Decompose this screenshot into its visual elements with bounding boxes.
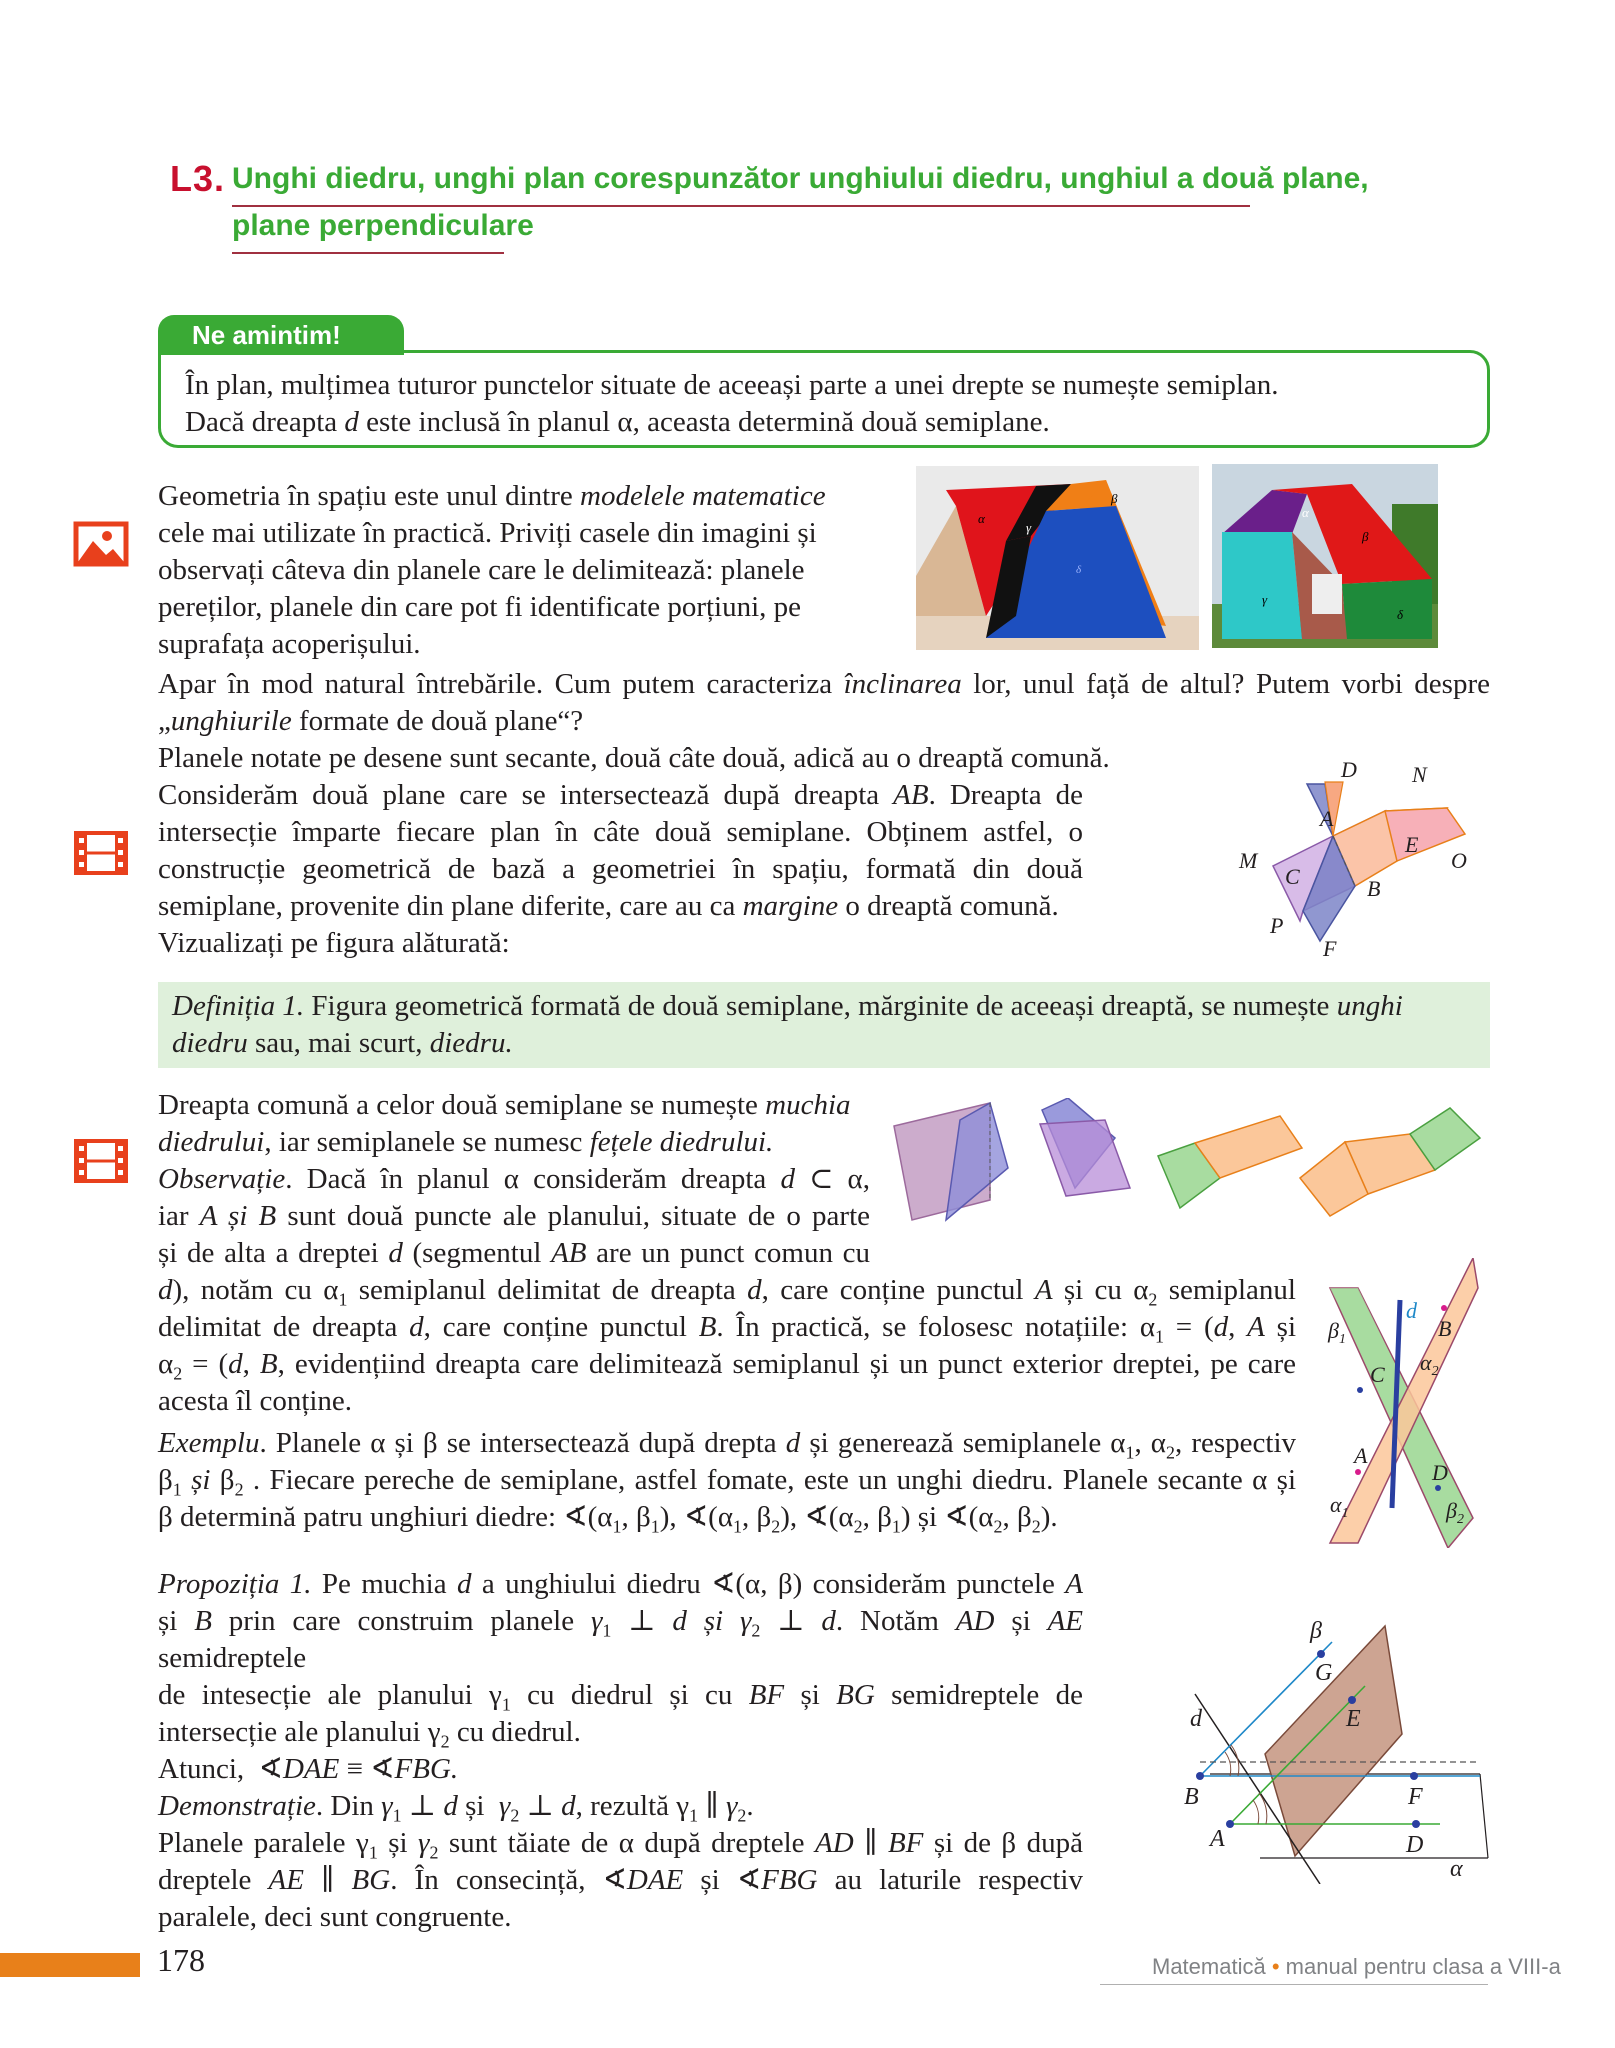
label-alpha: α: [978, 511, 985, 526]
point-label-G: G: [1315, 1660, 1333, 1686]
house-photo-1: [916, 466, 1199, 650]
point-label-C: C: [1285, 864, 1300, 889]
label-alpha2: $\alpha_2$: [1420, 1350, 1439, 1379]
label-delta: δ: [1076, 564, 1082, 576]
point-label-B: B: [1184, 1784, 1199, 1810]
label-alpha1: $\alpha_1$: [1330, 1492, 1349, 1521]
crossing-planes-figure: [1318, 1258, 1490, 1548]
film-icon: [73, 830, 129, 876]
point-label-F: F: [1408, 1784, 1423, 1810]
label-beta: β: [1310, 1618, 1322, 1644]
definition-text: Definiția 1. Figura geometrică formată de două semiplane, mărginite de aceeași dreaptă, se numește unghi diedru sau, mai scurt, diedru.: [172, 990, 1403, 1059]
lesson-title-line2: plane perpendiculare: [232, 209, 534, 242]
point-label-N: N: [1412, 762, 1427, 787]
label-gamma: γ: [1026, 520, 1032, 535]
proposition-paragraph: Propoziția 1. Pe muchia d a unghiului diedru ∢(α, β) considerăm punctele A și B prin care construim planele $\gamma_1$ ⊥ d și $\gamma_2$ ⊥ d. Notăm AD și AE semidreptele de intesecție ale planului $\gamma_1$ cu diedrul și cu BF și BG semidreptele de intersecție ale planului $\gamma_2$ cu diedrul. Atunci, ∢DAE ≡ ∢FBG. Demonstrație. Din $\gamma_1$ ⊥ d și $\gamma_2$ ⊥ d, rezultă $\gamma_1$ ∥ $\gamma_2$. Planele paralele $\gamma_1$ și $\gamma_2$ sunt tăiate de α după dreptele AD ∥ BF și de β după dreptele AE ∥ BG. În consecință, ∢DAE și ∢FBG au laturile respectiv paralele, deci sunt congruente.: [158, 1568, 1084, 1933]
notation-paragraph: d), notăm cu $\alpha_1$ semiplanul delimitat de dreapta d, care conține punctul A și cu $\alpha_2$ semiplanul delimitat de dreapta d, care conține punctul B. În practică, se folosesc notațiile: $\alpha_1 = (d$, A și $\alpha_2 = (d$, B, evidențiind dreapta care delimitează semiplanul și un punct exterior dreptei, pe care acesta îl conține.: [158, 1274, 1297, 1417]
label-beta1: $\beta_1$: [1328, 1318, 1346, 1347]
label-delta: δ: [1397, 607, 1404, 622]
title-underline: [232, 252, 504, 254]
image-icon: [73, 521, 129, 567]
dihedral-examples-figure: [890, 1098, 1490, 1226]
point-label-C: C: [1370, 1362, 1385, 1387]
film-icon: [73, 1138, 129, 1184]
point-label-B: B: [1367, 876, 1381, 901]
point-label-D: D: [1341, 757, 1357, 782]
point-label-F: F: [1323, 936, 1337, 961]
dihedral-example-2: [1035, 1098, 1130, 1196]
label-beta2: $\beta_2$: [1446, 1498, 1464, 1527]
title-underline: [232, 205, 1250, 207]
consider-paragraph: Considerăm două plane care se intersectează după dreapta AB. Dreapta de intersecție împarte fiecare plan în câte două semiplane. Obținem astfel, o construcție geometrică de bază a geometriei în spațiu, formată din două semiplane, provenite din plane diferite, care au ca margine o dreaptă comună. Vizualizați pe figura alăturată:: [158, 779, 1083, 959]
intro-paragraph: Geometria în spațiu este unul dintre modelele matematice cele mai utilizate în practică. Priviți casele din imagini și observați câteva din planele care le delimitează: planele pereților, planele din care pot fi identificate porțiuni, pe suprafața acoperișului.: [158, 480, 826, 660]
dihedral-example-3: [1158, 1116, 1302, 1208]
point-label-E: E: [1346, 1706, 1361, 1732]
label-beta: β: [1111, 491, 1118, 506]
dihedral-example-4: [1300, 1108, 1480, 1216]
book-title: Matematică • manual pentru clasa a VIII-a: [1152, 1954, 1561, 1979]
point-label-B: B: [1438, 1316, 1452, 1341]
point-label-A: A: [1354, 1443, 1368, 1468]
point-label-M: M: [1239, 848, 1258, 873]
intersecting-planes-figure: [1235, 756, 1490, 966]
point-label-D: D: [1406, 1832, 1424, 1858]
page-number: 178: [157, 1942, 205, 1978]
question-paragraph: Apar în mod natural întrebările. Cum putem caracteriza înclinarea lor, unul față de altul? Putem vorbi despre „unghiurile formate de două plane“? Planele notate pe desene sunt secante, două câte două, adică au o dreaptă comună.: [158, 668, 1490, 774]
recall-text: Dacă dreapta d este inclusă în planul α, aceasta determină două semiplane.: [185, 406, 1050, 438]
footer-accent-bar: [0, 1953, 140, 1977]
footer-rule: [1100, 1984, 1488, 1985]
label-alpha: α: [1450, 1856, 1463, 1882]
point-label-O: O: [1451, 848, 1467, 873]
label-alpha: α: [1302, 505, 1309, 520]
dihedral-proof-figure: [1180, 1614, 1490, 1884]
line-label-d: d: [1190, 1706, 1202, 1732]
point-label-A: A: [1320, 806, 1334, 831]
example-paragraph: Exemplu. Planele α și β se intersectează după drepta d și generează semiplanele $\alpha_1$, $\alpha_2$, respectiv $\beta_1$ și $\beta_2$ . Fiecare pereche de semiplane, astfel fomate, este un unghi diedru. Planele secante α și β determină patru unghiuri diedre: $∢(\alpha_1$, $\beta_1$), $∢(\alpha_1$, $\beta_2$), $∢(\alpha_2$, $\beta_1$) și $∢(\alpha_2$, $\beta_2$).: [158, 1427, 1296, 1537]
label-beta: β: [1362, 529, 1369, 544]
dihedral-example-1: [894, 1103, 1008, 1220]
point-label-E: E: [1405, 832, 1419, 857]
point-label-A: A: [1210, 1826, 1225, 1852]
edge-paragraph: Dreapta comună a celor două semiplane se numește muchia diedrului, iar semiplanele se numesc fețele diedrului. Observație. Dacă în planul α considerăm dreapta d ⊂ α, iar A și B sunt două puncte ale planului, situate de o parte și de alta a dreptei d (segmentul AB are un punct comun cu: [158, 1089, 871, 1269]
recall-tab: Ne amintim!: [158, 315, 404, 355]
point-label-D: D: [1432, 1460, 1448, 1485]
lesson-number: L3.: [170, 158, 226, 199]
line-label-d: d: [1406, 1298, 1417, 1323]
point-label-P: P: [1270, 913, 1284, 938]
recall-text: În plan, mulțimea tuturor punctelor situate de aceeași parte a unei drepte se numește semiplan.: [185, 369, 1279, 401]
label-gamma: γ: [1262, 592, 1268, 607]
lesson-title-line1: Unghi diedru, unghi plan corespunzător unghiului diedru, unghiul a două plane,: [232, 162, 1369, 195]
house-photo-2: [1212, 464, 1438, 648]
